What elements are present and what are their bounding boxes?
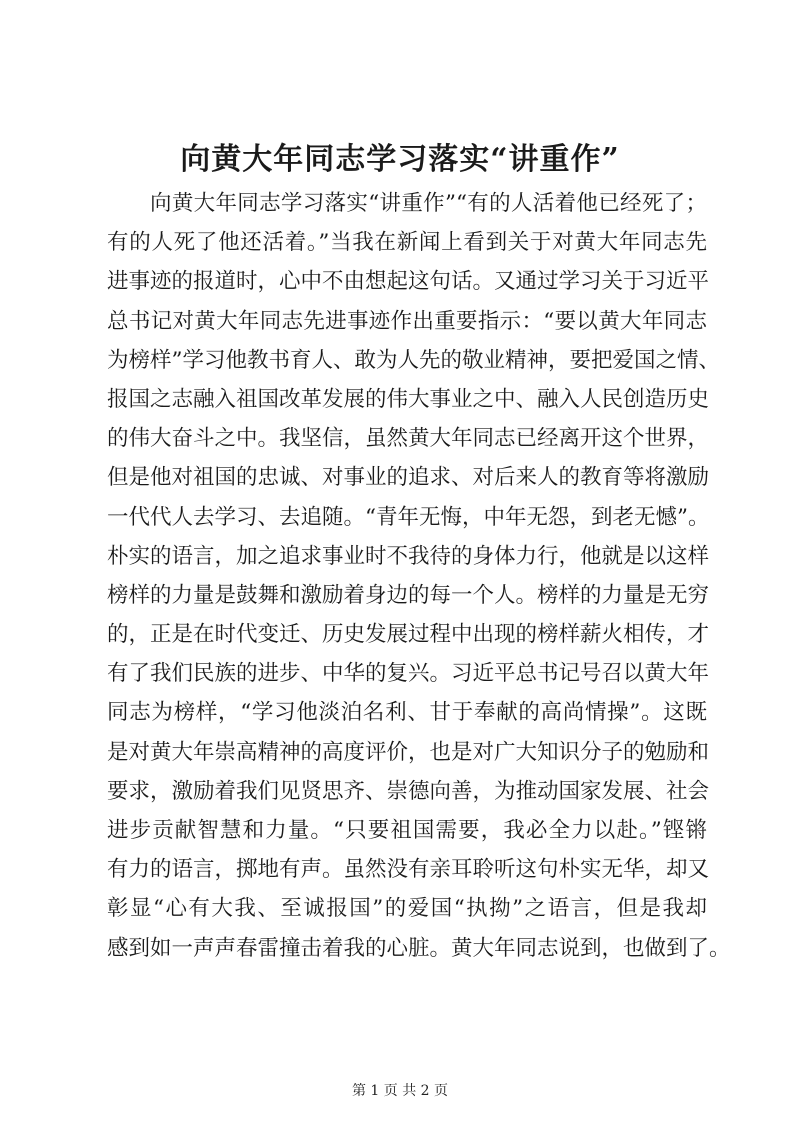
body-line: 同志为榜样，“学习他淡泊名利、甘于奉献的高尚情操”。这既 [107,700,707,726]
document-title: 向黄大年同志学习落实“讲重作” [180,142,620,177]
body-line: 彰显“心有大我、至诚报国”的爱国“执拗”之语言，但是我却 [107,896,707,922]
body-line: 向黄大年同志学习落实“讲重作”“有的人活着他已经死了； [150,191,707,216]
page-indicator: 第 1 页 共 2 页 [351,1083,449,1099]
body-line: 报国之志融入祖国改革发展的伟大事业之中、融入人民创造历史 [107,386,710,412]
body-line: 有的人死了他还活着。”当我在新闻上看到关于对黄大年同志先 [107,230,707,256]
body-line: 进步贡献智慧和力量。“只要祖国需要，我必全力以赴。”铿锵 [107,818,707,843]
body-line: 但是他对祖国的忠诚、对事业的追求、对后来人的教育等将激励 [107,465,710,491]
body-line: 进事迹的报道时，心中不由想起这句话。又通过学习关于习近平 [107,269,710,295]
body-line: 总书记对黄大年同志先进事迹作出重要指示：“要以黄大年同志 [107,308,707,334]
document-body [107,184,731,968]
body-line: 的伟大奋斗之中。我坚信，虽然黄大年同志已经离开这个世界， [107,426,710,452]
body-line: 有力的语言，掷地有声。虽然没有亲耳聆听这句朴实无华，却又 [107,857,710,883]
body-line: 感到如一声声春雷撞击着我的心脏。黄大年同志说到，也做到了。 [107,935,731,961]
body-line: 榜样的力量是鼓舞和激励着身边的每一个人。榜样的力量是无穷 [107,582,710,608]
body-line: 要求，激励着我们见贤思齐、崇德向善，为推动国家发展、社会 [107,778,710,804]
body-line: 一代代人去学习、去追随。“青年无悔，中年无怨，到老无憾”。 [107,504,710,530]
body-line: 为榜样”学习他教书育人、敢为人先的敬业精神，要把爱国之情、 [107,347,720,373]
body-line: 有了我们民族的进步、中华的复兴。习近平总书记号召以黄大年 [107,661,710,687]
body-line: 的，正是在时代变迁、历史发展过程中出现的榜样薪火相传，才 [107,622,710,648]
body-line: 朴实的语言，加之追求事业时不我待的身体力行，他就是以这样 [107,543,710,569]
body-line: 是对黄大年崇高精神的高度评价，也是对广大知识分子的勉励和 [107,739,710,765]
